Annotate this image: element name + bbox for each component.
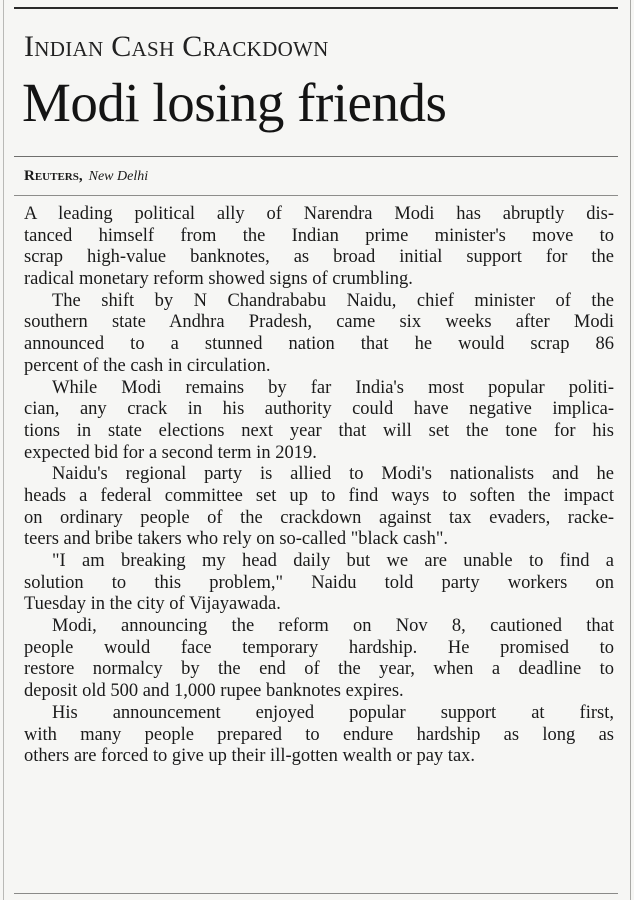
paragraph-5-line-1: "I am breaking my head daily but we are unable to find a [52,551,614,571]
top-rule [14,7,618,9]
paragraph-3-line-2: cian, any crack in his authority could have negative implica- [24,399,614,420]
page-right-edge [630,0,631,900]
article-headline: Modi losing friends [22,72,447,133]
paragraph-1-line-2: tanced himself from the Indian prime minister's move to [24,225,614,246]
paragraph-4-line-2: heads a federal committee set up to find ways to soften the impact [24,485,614,506]
headline-rule [14,156,618,157]
article-body [24,204,614,768]
bottom-rule [14,893,618,894]
paragraph-2-line-2: southern state Andhra Pradesh, came six weeks after Modi [24,312,614,333]
byline-agency: Reuters, [24,168,83,184]
byline-rule [14,195,618,196]
paragraph-7-line-1: His announcement enjoyed popular support at first, [52,702,614,723]
paragraph-6-line-4: deposit old 500 and 1,000 rupee banknotes expires. [24,681,404,702]
paragraph-6-line-2: people would face temporary hardship. He promised to [24,637,614,658]
paragraph-5-line-3: Tuesday in the city of Vijayawada. [24,594,281,615]
paragraph-1-line-1: A leading political ally of Narendra Modi has abruptly dis- [24,204,614,224]
article-kicker: Indian Cash Crackdown [24,30,329,63]
paragraph-4-line-1: Naidu's regional party is allied to Modi's nationalists and he [52,464,614,485]
paragraph-7-line-3: others are forced to give up their ill-gotten wealth or pay tax. [24,746,476,767]
paragraph-3-line-4: expected bid for a second term in 2019. [24,442,317,463]
paragraph-4-line-3: on ordinary people of the crackdown against tax evaders, racke- [24,507,614,528]
paragraph-1-line-3: scrap high-value banknotes, as broad initial support for the [24,247,614,268]
paragraph-6-line-3: restore normalcy by the end of the year, when a deadline to [24,659,614,680]
paragraph-3-line-3: tions in state elections next year that will set the tone for his [24,420,614,441]
paragraph-1-line-4: radical monetary reform showed signs of crumbling. [24,269,413,290]
paragraph-7-line-2: with many people prepared to endure hardship as long as [24,724,614,745]
page-left-edge [3,0,4,900]
paragraph-6-line-1: Modi, announcing the reform on Nov 8, cautioned that [52,616,614,637]
paragraph-2-line-4: percent of the cash in circulation. [24,355,271,376]
paragraph-4-line-4: teers and bribe takers who rely on so-called "black cash". [24,529,449,550]
byline-place: New Delhi [88,169,149,184]
paragraph-2-line-3: announced to a stunned nation that he would scrap 86 [24,334,614,355]
byline [24,167,148,186]
paragraph-2-line-1: The shift by N Chandrababu Naidu, chief minister of the [52,290,614,311]
paragraph-3-line-1: While Modi remains by far India's most popular politi- [52,377,614,398]
paragraph-5-line-2: solution to this problem," Naidu told party workers on [24,572,614,593]
